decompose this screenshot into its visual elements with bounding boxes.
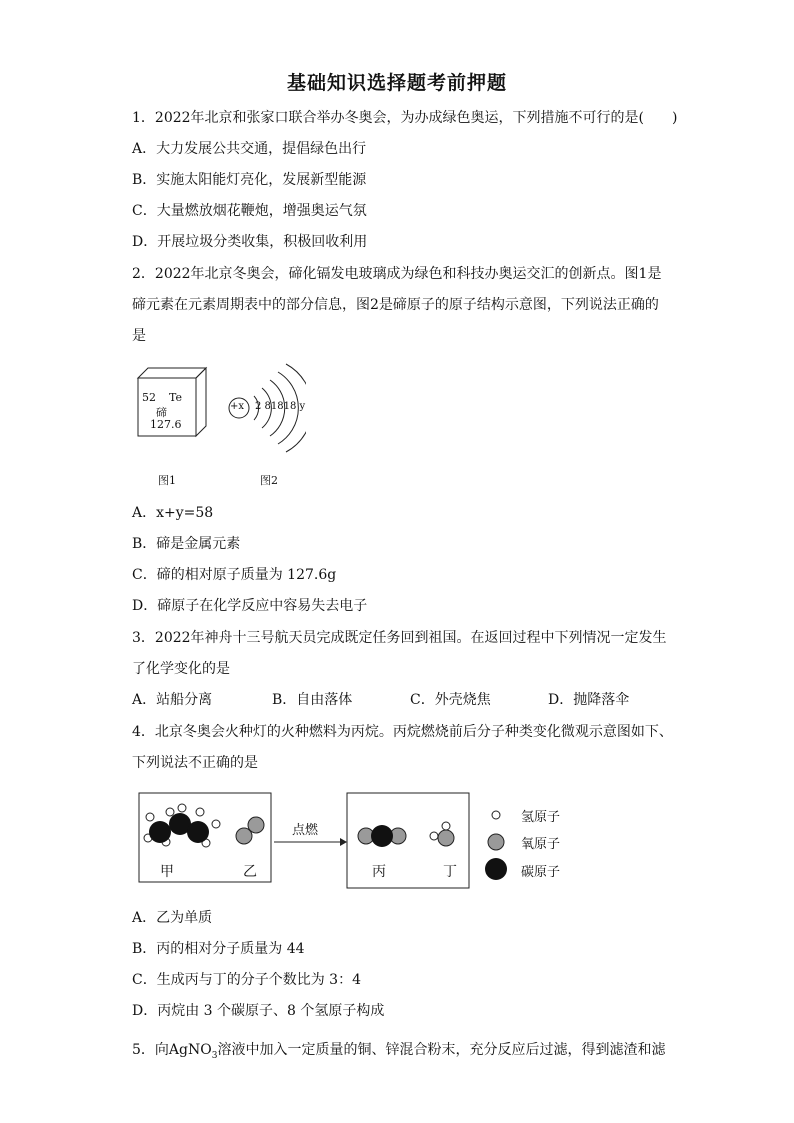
q2-option-c: C．碲的相对原子质量为 127.6g xyxy=(132,567,337,583)
atom-shell-electrons: 2 81818 y xyxy=(255,401,306,412)
water-molecule xyxy=(430,822,454,846)
element-atomic-mass: 127.6 xyxy=(150,418,182,431)
atom-nucleus-charge: +x xyxy=(230,401,245,412)
q2-option-b: B．碲是金属元素 xyxy=(132,536,241,552)
element-name: 碲 xyxy=(156,406,167,419)
label-ding: 丁 xyxy=(443,864,457,880)
label-yi: 乙 xyxy=(243,864,257,880)
q5-stem-pre: 5．向AgNO xyxy=(132,1042,212,1058)
q5-stem-post: 溶液中加入一定质量的铜、锌混合粉末，充分反应后过滤，得到滤渣和滤 xyxy=(217,1042,666,1058)
legend-carbon-symbol xyxy=(485,858,507,880)
legend-oxygen-symbol xyxy=(488,834,504,850)
page-title: 基础知识选择题考前押题 xyxy=(286,72,507,94)
legend-carbon-label: 碳原子 xyxy=(521,865,561,880)
q4-option-c: C．生成丙与丁的分子个数比为 3：4 xyxy=(132,972,361,988)
fig2-caption: 图2 xyxy=(260,474,278,487)
label-bing: 丙 xyxy=(372,864,386,880)
q4-stem-line-1: 4．北京冬奥会火种灯的火种燃料为丙烷。丙烷燃烧前后分子种类变化微观示意图如下、 xyxy=(132,724,673,740)
q1-option-a: A．大力发展公共交通，提倡绿色出行 xyxy=(132,141,367,157)
carbon-dioxide-molecule xyxy=(358,825,406,847)
reaction-diagram xyxy=(136,790,576,890)
label-ignite: 点燃 xyxy=(292,823,319,838)
q2-stem-line-1: 2．2022年北京冬奥会，碲化镉发电玻璃成为绿色和科技办奥运交汇的创新点。图1是 xyxy=(132,266,662,282)
element-atomic-number: 52 xyxy=(142,391,156,404)
oxygen-molecule xyxy=(236,817,264,844)
q3-option-b: B．自由落体 xyxy=(272,692,353,708)
q3-option-a: A．站船分离 xyxy=(132,692,213,708)
q5-stem-sub: 3 xyxy=(211,1050,218,1061)
q4-option-b: B．丙的相对分子质量为 44 xyxy=(132,941,305,957)
q1-option-d: D．开展垃圾分类收集，积极回收利用 xyxy=(132,234,368,250)
q2-stem-line-2: 碲元素在元素周期表中的部分信息，图2是碲原子的原子结构示意图，下列说法正确的 xyxy=(132,297,659,313)
q3-option-d: D．抛降落伞 xyxy=(548,692,630,708)
legend-oxygen-label: 氧原子 xyxy=(521,837,561,852)
q3-stem-line-1: 3．2022年神舟十三号航天员完成既定任务回到祖国。在返回过程中下列情况一定发生 xyxy=(132,630,667,646)
fig1-caption: 图1 xyxy=(158,474,176,487)
q3-stem-line-2: 了化学变化的是 xyxy=(132,661,230,677)
q4-stem-line-2: 下列说法不正确的是 xyxy=(132,755,258,771)
q1-option-b: B．实施太阳能灯亮化，发展新型能源 xyxy=(132,172,367,188)
element-symbol: Te xyxy=(169,391,182,404)
q4-option-a: A．乙为单质 xyxy=(132,910,213,926)
q5-stem xyxy=(132,1040,665,1066)
q2-option-d: D．碲原子在化学反应中容易失去电子 xyxy=(132,598,368,614)
q4-option-d: D．丙烷由 3 个碳原子、8 个氢原子构成 xyxy=(132,1003,385,1019)
legend-hydrogen-label: 氢原子 xyxy=(521,810,561,825)
q1-option-c: C．大量燃放烟花鞭炮，增强奥运气氛 xyxy=(132,203,367,219)
q3-option-c: C．外壳烧焦 xyxy=(410,692,491,708)
q1-stem: 1．2022年北京和张家口联合举办冬奥会，为办成绿色奥运，下列措施不可行的是( ) xyxy=(132,110,678,126)
propane-molecule xyxy=(144,804,220,847)
label-jia: 甲 xyxy=(160,864,174,880)
q2-option-a: A．x+y=58 xyxy=(132,505,214,521)
legend-hydrogen-symbol xyxy=(492,811,500,819)
q2-stem-line-3: 是 xyxy=(132,328,146,344)
